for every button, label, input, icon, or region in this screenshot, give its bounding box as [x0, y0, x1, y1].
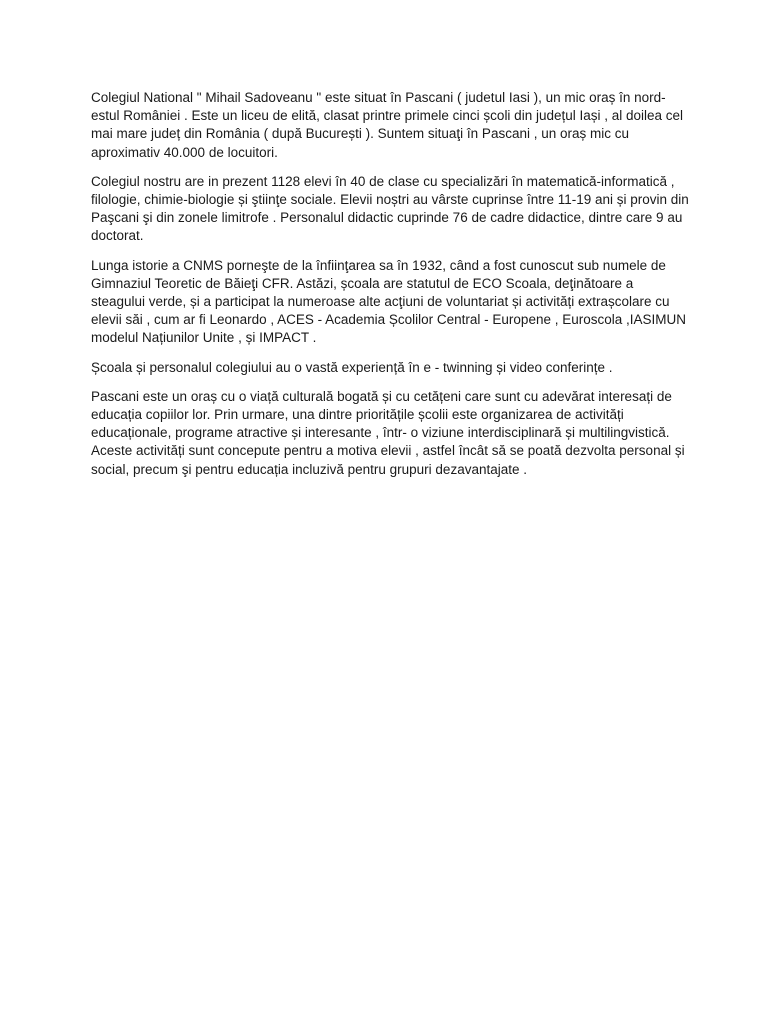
paragraph-school-location: Colegiul National " Mihail Sadoveanu " este situat în Pascani ( judetul Iasi ), un mic oraș în nord-estul României . Este un liceu de elită, clasat printre primele cinci școli din județul Iași , al doilea cel mai mare județ din România ( după București ). Suntem situaţi în Pascani , un oraș mic cu aproximativ 40.000 de locuitori. — [91, 90, 684, 160]
paragraph-students-staff: Colegiul nostru are in prezent 1128 elevi în 40 de clase cu specializări în matematică-informatică , filologie, chimie-biologie și ştiinţe sociale. Elevii noștri au vârste cuprinse între 11-19 ani și provin din Paşcani şi din zonele limitrofe . Personalul didactic cuprinde 76 de cadre didactice, dintre care 9 au doctorat. — [91, 173, 689, 244]
paragraph-cultural-life: Pascani este un oraș cu o viață culturală bogată și cu cetățeni care sunt cu adevărat interesați de educația copiilor lor. Prin urmare, una dintre prioritățile școlii este organizarea de activități educaționale, programe atractive și interesante , într- o viziune interdisciplinară și multilingvistică. Aceste activități sunt concepute pentru a motiva elevii , astfel încât să se poată dezvolta personal și social, precum şi pentru educația incluzivă pentru grupuri dezavantajate . — [91, 388, 685, 477]
paragraph-history: Lunga istorie a CNMS porneşte de la înfiinţarea sa în 1932, când a fost cunoscut sub numele de Gimnaziul Teoretic de Băieţi CFR. Astăzi, școala are statutul de ECO Scoala, deţinătoare a steagului verde, și a participat la numeroase alte acţiuni de voluntariat și activități extrașcolare cu elevii săi , cum ar fi Leonardo , ACES - Academia Școlilor Central - Europene , Euroscola ,IASIMUN modelul Națiunilor Unite , și IMPACT . — [91, 257, 687, 346]
document-body — [91, 89, 691, 489]
paragraph-etwinning: Școala și personalul colegiului au o vastă experiență în e - twinning și video conferințe . — [91, 359, 613, 375]
